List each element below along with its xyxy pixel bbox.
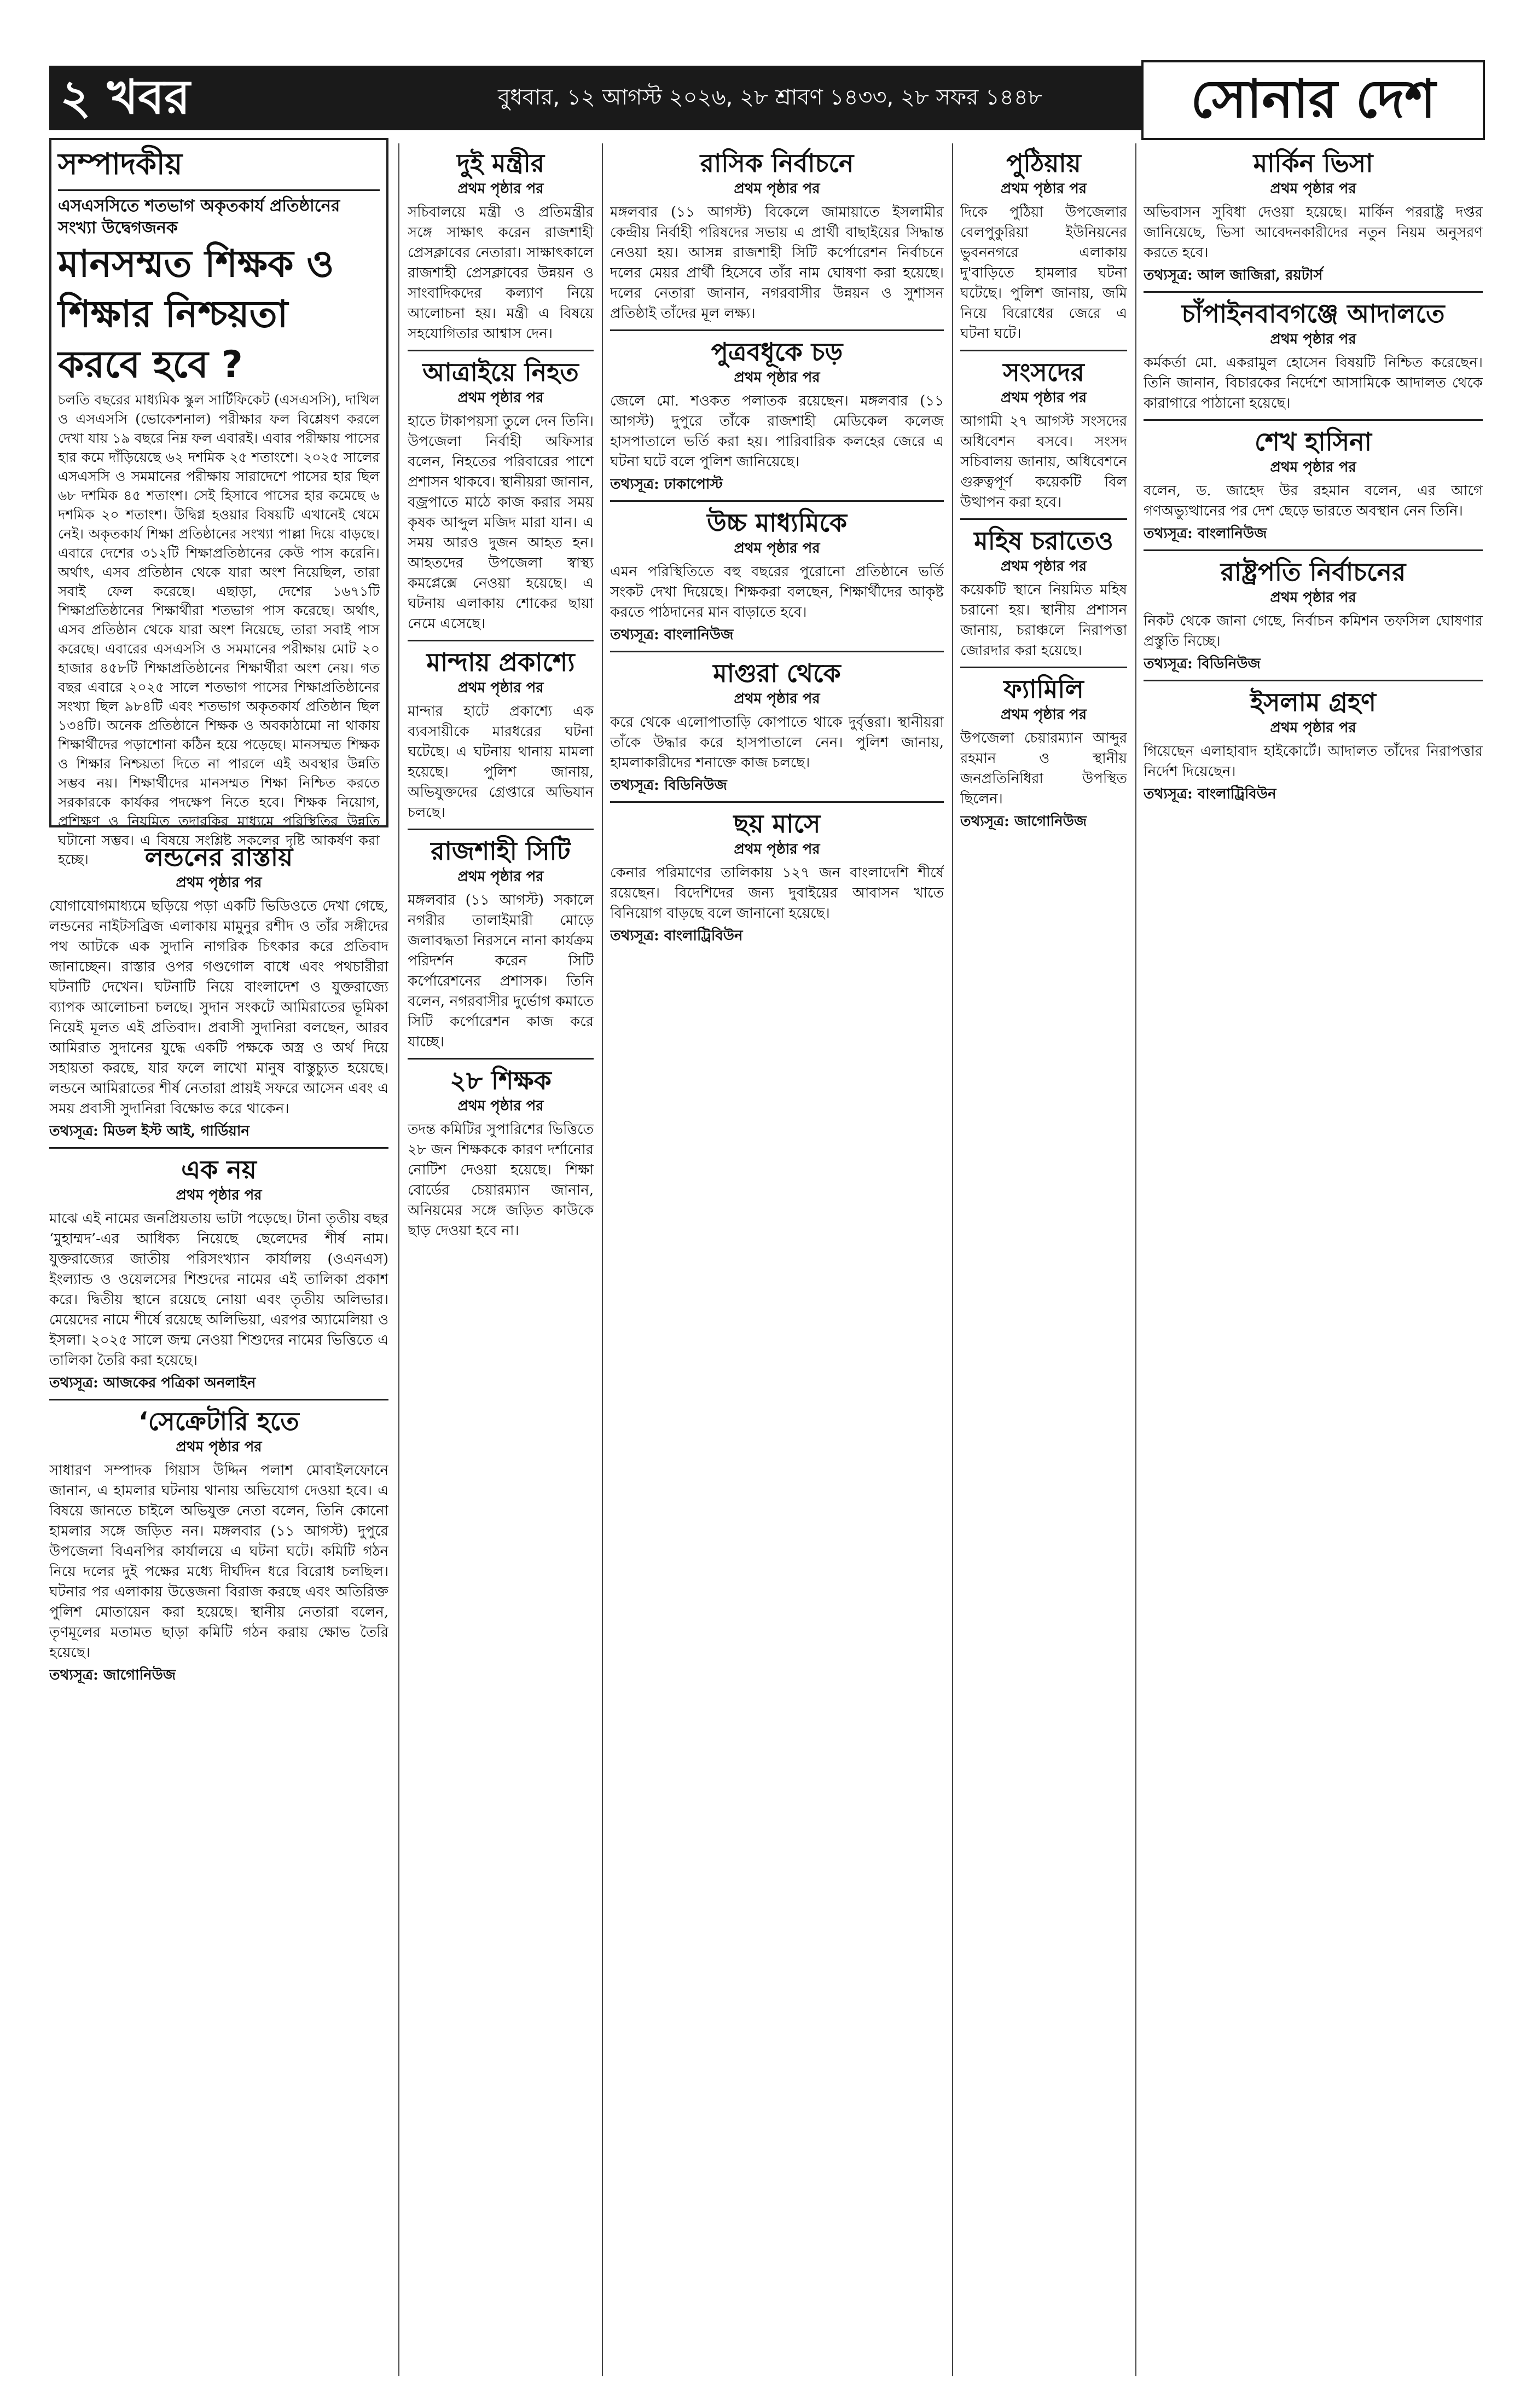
article [408,835,594,1052]
editorial-lead: এসএসসিতে শতভাগ অকৃতকার্য প্রতিষ্ঠানের সংখ্যা উদ্বেগজনক [58,196,340,238]
article-body: মঙ্গলবার (১১ আগস্ট) বিকেলে জামায়াতে ইসলামীর কেন্দ্রীয় নির্বাহী পরিষদের সভায় এ প্রার্থী বাছাইয়ের সিদ্ধান্ত নেওয়া হয়। আসন্ন রাজশাহী সিটি কর্পোরেশন নির্বাচনে দলের মেয়র প্রার্থী হিসেবে তাঁর নাম ঘোষণা করা হয়েছে। দলের নেতারা জানান, নগরবাসীর উন্নয়ন ও সুশাসন প্রতিষ্ঠাই তাঁদের মূল লক্ষ্য। [610,204,944,322]
article-title: ‘সেক্রেটারি হতে [138,1406,299,1436]
continued-label: প্রথম পৃষ্ঠার পর [734,181,820,197]
article-title: উচ্চ মাধ্যমিকে [706,508,848,537]
divider [408,640,594,641]
article-title: শেখ হাসিনা [1255,427,1372,456]
article-source: তথ্যসূত্র: বিডিনিউজ [610,777,727,794]
article-title: ছয় মাসে [733,809,821,838]
article-body: উপজেলা চেয়ারম্যান আব্দুর রহমান ও স্থানীয় জনপ্রতিনিধিরা উপস্থিত ছিলেন। [960,730,1127,807]
page-label: ২ খবর [60,70,190,125]
article-body: সচিবালয়ে মন্ত্রী ও প্রতিমন্ত্রীর সঙ্গে সাক্ষাৎ করেন রাজশাহী প্রেসক্লাবের নেতারা। সাক্ষাৎকালে রাজশাহী প্রেসক্লাবের উন্নয়ন ও সাংবাদিকদের কল্যাণ নিয়ে আলোচনা হয়। মন্ত্রী এ বিষয়ে সহযোগিতার আশ্বাস দেন। [408,204,594,342]
article-body: বলেন, ড. জাহেদ উর রহমান বলেন, এর আগে গণঅভ্যুত্থানের পর দেশ ছেড়ে ভারতে অবস্থান নেন তিনি। [1144,483,1483,519]
article [408,356,594,634]
article-body: হাতে টাকাপয়সা তুলে দেন তিনি। উপজেলা নির্বাহী অফিসার বলেন, নিহতের পরিবারের পাশে প্রশাসন থাকবে। স্থানীয়রা জানান, বজ্রপাতে মাঠে কাজ করার সময় কৃষক আব্দুল মজিদ মারা যান। এ সময় আরও দুজন আহত হন। আহতদের উপজেলা স্বাস্থ্য কমপ্লেক্সে নেওয়া হয়েছে। এ ঘটনায় এলাকায় শোকের ছায়া নেমে এসেছে। [408,413,594,632]
divider [610,329,944,331]
article-title: ইসলাম গ্রহণ [1250,687,1376,717]
page-header [49,66,1483,130]
continued-label: প্রথম পৃষ্ঠার পর [734,691,820,707]
article-source: তথ্যসূত্র: জাগোনিউজ [960,813,1087,830]
divider [1144,419,1483,421]
article-title: ফ্যামিলি [1003,674,1084,704]
column-separator [952,143,953,2376]
divider [58,189,380,191]
article [408,1064,594,1241]
article [610,506,944,645]
article-title: মান্দায় প্রকাশ্যে [426,647,575,677]
article [1144,686,1483,804]
article-body: দিকে পুঠিয়া উপজেলার বেলপুকুরিয়া ইউনিয়নের ভুবননগরে এলাকায় দু'বাড়িতে হামলার ঘটনা ঘটেছে। পুলিশ জানায়, জমি নিয়ে বিরোধের জেরে এ ঘটনা ঘটে। [960,204,1127,342]
divider [610,801,944,803]
article [610,807,944,946]
column-4 [960,143,1127,2376]
editorial-headline: মানসম্মত শিক্ষক ও শিক্ষার নিশ্চয়তা করবে হবে ? [58,242,334,386]
continued-label: প্রথম পৃষ্ঠার পর [1000,181,1087,197]
divider [408,1058,594,1060]
column-separator [398,143,399,2376]
divider [1144,549,1483,551]
continued-label: প্রথম পৃষ্ঠার পর [1000,707,1087,723]
continued-label: প্রথম পৃষ্ঠার পর [457,869,544,885]
continued-label: প্রথম পৃষ্ঠার পর [1270,331,1356,348]
article-body: কর্মকর্তা মো. একরামুল হোসেন বিষয়টি নিশ্চিত করেছেন। তিনি জানান, বিচারকের নির্দেশে আসামিকে আদালত থেকে কারাগারে পাঠানো হয়েছে। [1144,355,1483,412]
continued-label: প্রথম পৃষ্ঠার পর [176,1439,262,1455]
divider [1144,291,1483,293]
article-body: গিয়েছেন এলাহাবাদ হাইকোর্টে। আদালত তাঁদের নিরাপত্তার নির্দেশ দিয়েছেন। [1144,743,1483,780]
article [408,646,594,823]
article [408,147,594,344]
continued-label: প্রথম পৃষ্ঠার পর [1000,558,1087,575]
article-source: তথ্যসূত্র: বাংলাট্রিবিউন [1144,786,1276,802]
article-body: অভিবাসন সুবিধা দেওয়া হয়েছে। মার্কিন পররাষ্ট্র দপ্তর জানিয়েছে, ভিসা আবেদনকারীদের নতুন নিয়ম অনুসরণ করতে হবে। [1144,204,1483,261]
article-title: চাঁপাইনবাবগঞ্জে আদালতে [1181,299,1445,328]
article-body: করে থেকে এলোপাতাড়ি কোপাতে থাকে দুর্বৃত্তরা। স্থানীয়রা তাঁকে উদ্ধার করে হাসপাতালে নেন। পুলিশ জানায়, হামলাকারীদের শনাক্তে কাজ চলছে। [610,714,944,771]
article-title: রাজশাহী সিটি [431,836,571,866]
article-source: তথ্যসূত্র: মিডল ইস্ট আই, গার্ডিয়ান [49,1123,249,1139]
editorial-body: চলতি বছরের মাধ্যমিক স্কুল সার্টিফিকেট (এসএসসি), দাখিল ও এসএসসি (ভোকেশনাল) পরীক্ষার ফল বিশ্লেষণ করলে দেখা যায় ১৯ বছরে নিম্ন ফল এবারই। এবার পরীক্ষায় পাসের হার কমে দাঁড়িয়েছে ৬২ দশমিক ২৫ শতাংশে। ২০২৫ সালের এসএসসি ও সমমানের পরীক্ষায় সারাদেশে পাসের হার ছিল ৬৮ দশমিক ৪৫ শতাংশ। সেই হিসাবে পাসের হার কমেছে ৬ দশমিক ২০ শতাংশ। উদ্বিগ্ন হওয়ার বিষয়টি এখানেই থেমে নেই। অকৃতকার্য শিক্ষা প্রতিষ্ঠানের সংখ্যা পাল্লা দিয়ে বাড়ছে। এবারে দেশের ৩১২টি শিক্ষাপ্রতিষ্ঠানের কেউ পাস করেনি। অর্থাৎ, এসব প্রতিষ্ঠান থেকে যারা অংশ নিয়েছিল, তারা সবাই ফেল করেছে। এছাড়া, দেশের ১৬৭১টি শিক্ষাপ্রতিষ্ঠানের শিক্ষার্থীরা শতভাগ পাস করেছে। অর্থাৎ, এসব প্রতিষ্ঠান থেকে যারা অংশ নিয়েছে, তারা সবাই পাস করেছে। এবারের এসএসসি ও সমমানের পরীক্ষায় মোট ২০ হাজার ৪৫৮টি শিক্ষাপ্রতিষ্ঠানের শিক্ষার্থীরা অংশ নেয়। গত বছর এবারে ২০২৫ সালে শতভাগ পাসের শিক্ষাপ্রতিষ্ঠানের সংখ্যা ছিল ৯৮৪টি এবং শতভাগ অকৃতকার্য প্রতিষ্ঠান ছিল ১৩৪টি। অনেক প্রতিষ্ঠানে শিক্ষক ও অবকাঠামো না থাকায় শিক্ষার্থীদের পড়াশোনা কঠিন হয়ে পড়েছে। মানসম্মত শিক্ষক ও শিক্ষার নিশ্চয়তা দিতে না পারলে এই অবস্থার উন্নতি সম্ভব নয়। শিক্ষার্থীদের মানসম্মত শিক্ষা নিশ্চিত করতে সরকারকে কার্যকর পদক্ষেপ নিতে হবে। শিক্ষক নিয়োগ, প্রশিক্ষণ ও নিয়মিত তদারকির মাধ্যমে পরিস্থিতির উন্নতি ঘটানো সম্ভব। এ বিষয়ে সংশ্লিষ্ট সকলের দৃষ্টি আকর্ষণ করা হচ্ছে। [58,392,380,867]
article-source: তথ্যসূত্র: বাংলানিউজ [610,627,734,643]
divider [49,1147,388,1149]
article-source: তথ্যসূত্র: ঢাকাপোস্ট [610,476,723,493]
article-body: সাধারণ সম্পাদক গিয়াস উদ্দিন পলাশ মোবাইলফোনে জানান, এ হামলার ঘটনায় থানায় অভিযোগ দেওয়া হবে। এ বিষয়ে জানতে চাইলে অভিযুক্ত নেতা বলেন, তিনি কোনো হামলার সঙ্গে জড়িত নন। মঙ্গলবার (১১ আগস্ট) দুপুরে উপজেলা বিএনপির কার্যালয়ে এ ঘটনা ঘটে। কমিটি গঠন নিয়ে দলের দুই পক্ষের মধ্যে দীর্ঘদিন ধরে বিরোধ চলছিল। ঘটনার পর এলাকায় উত্তেজনা বিরাজ করছে এবং অতিরিক্ত পুলিশ মোতায়েন করা হয়েছে। স্থানীয় নেতারা বলেন, তৃণমূলের মতামত ছাড়া কমিটি গঠন করায় ক্ষোভ তৈরি হয়েছে। [49,1462,388,1661]
continued-label: প্রথম পৃষ্ঠার পর [176,875,262,891]
article-source: তথ্যসূত্র: আল জাজিরা, রয়টার্স [1144,267,1323,283]
article-source: তথ্যসূত্র: বিডিনিউজ [1144,656,1261,672]
continued-label: প্রথম পৃষ্ঠার পর [457,680,544,696]
article [49,1405,388,1686]
article [1144,147,1483,286]
article-title: মহিষ চরাতেও [974,526,1113,555]
divider [610,500,944,502]
divider [960,518,1127,520]
article [960,147,1127,344]
divider [960,350,1127,351]
article-title: দুই মন্ত্রীর [456,148,545,178]
continued-label: প্রথম পৃষ্ঠার পর [457,181,544,197]
article-source: তথ্যসূত্র: আজকের পত্রিকা অনলাইন [49,1375,256,1391]
article-source: তথ্যসূত্র: বাংলাট্রিবিউন [610,928,743,944]
article-title: ২৮ শিক্ষক [450,1066,552,1095]
article [610,657,944,796]
continued-label: প্রথম পৃষ্ঠার পর [734,369,820,386]
continued-label: প্রথম পৃষ্ঠার পর [1270,181,1356,197]
article [49,1153,388,1393]
article-source: তথ্যসূত্র: জাগোনিউজ [49,1667,176,1683]
article-title: আত্রাইয়ে নিহত [422,357,579,387]
article-body: এমন পরিস্থিতিতে বহু বছরের পুরোনো প্রতিষ্ঠানে ভর্তি সংকট দেখা দিয়েছে। শিক্ষকরা বলছেন, শিক্ষার্থীদের আকৃষ্ট করতে পাঠদানের মান বাড়াতে হবে। [610,564,944,621]
article [610,335,944,495]
column-separator [602,143,603,2376]
continued-label: প্রথম পৃষ্ঠার পর [734,841,820,858]
continued-label: প্রথম পৃষ্ঠার পর [457,390,544,406]
article-body: মান্দার হাটে প্রকাশ্যে এক ব্যবসায়ীকে মারধরের ঘটনা ঘটেছে। এ ঘটনায় থানায় মামলা হয়েছে। পুলিশ জানায়, অভিযুক্তদের গ্রেপ্তারে অভিযান চলছে। [408,703,594,821]
article-title: সংসদের [1003,357,1084,387]
masthead-logo: সোনার দেশ [1141,60,1485,140]
article-title: মাগুরা থেকে [713,658,841,688]
divider [49,1399,388,1400]
article [960,524,1127,661]
article-body: কেনার পরিমাণের তালিকায় ১২৭ জন বাংলাদেশি শীর্ষে রয়েছেন। বিদেশিদের জন্য দুবাইয়ের আবাসন খাতে বিনিয়োগ বাড়ছে বলে জানানো হয়েছে। [610,865,944,922]
article-body: তদন্ত কমিটির সুপারিশের ভিত্তিতে ২৮ জন শিক্ষককে কারণ দর্শানোর নোটিশ দেওয়া হয়েছে। শিক্ষা বোর্ডের চেয়ারম্যান জানান, অনিয়মের সঙ্গে জড়িত কাউকে ছাড় দেওয়া হবে না। [408,1121,594,1239]
column-3 [610,143,944,2376]
divider [1144,680,1483,681]
article [960,673,1127,832]
column-separator [1135,143,1136,2376]
continued-label: প্রথম পৃষ্ঠার পর [176,1187,262,1203]
article-title: পুত্রবধূকে চড় [711,337,843,367]
article [49,841,388,1142]
date-line: বুধবার, ১২ আগস্ট ২০২৬, ২৮ শ্রাবণ ১৪৩৩, ২৮ সফর ১৪৪৮ [498,85,1042,110]
column-1 [49,837,388,2370]
article-body: মাঝে এই নামের জনপ্রিয়তায় ভাটা পড়েছে। টানা তৃতীয় বছর ‘মুহাম্মদ’-এর আধিক্য নিয়েছে ছেলেদের শীর্ষ নাম। যুক্তরাজ্যের জাতীয় পরিসংখ্যান কার্যালয় (ওএনএস) ইংল্যান্ড ও ওয়েলসের শিশুদের নামের এই তালিকা প্রকাশ করে। দ্বিতীয় স্থানে রয়েছে নোয়া এবং তৃতীয় অলিভার। মেয়েদের নামে শীর্ষে রয়েছে অলিভিয়া, এরপর অ্যামেলিয়া ও ইসলা। ২০২৫ সালে জন্ম নেওয়া শিশুদের নামের ভিত্তিতে এ তালিকা তৈরি করা হয়েছে। [49,1211,388,1369]
column-2 [408,143,594,2376]
article [960,356,1127,513]
article-title: পুঠিয়ায় [1006,148,1081,178]
divider [408,829,594,830]
continued-label: প্রথম পৃষ্ঠার পর [734,540,820,557]
divider [960,667,1127,668]
article-title: রাষ্ট্রপতি নির্বাচনের [1220,557,1406,587]
article-title: লন্ডনের রাস্তায় [144,842,293,872]
divider [610,651,944,652]
continued-label: প্রথম পৃষ্ঠার পর [1270,459,1356,476]
continued-label: প্রথম পৃষ্ঠার পর [457,1098,544,1114]
article-title: এক নয় [181,1155,257,1184]
article [610,147,944,324]
article-body: নিকট থেকে জানা গেছে, নির্বাচন কমিশন তফসিল ঘোষণার প্রস্তুতি নিচ্ছে। [1144,613,1483,650]
article-title: রাসিক নির্বাচনে [700,148,854,178]
article [1144,297,1483,414]
article-source: তথ্যসূত্র: বাংলানিউজ [1144,525,1267,542]
article-title: মার্কিন ভিসা [1253,148,1373,178]
article [1144,555,1483,674]
article-body: কয়েকটি স্থানে নিয়মিত মহিষ চরানো হয়। স্থানীয় প্রশাসন জানায়, চরাঞ্চলে নিরাপত্তা জোরদার করা হয়েছে। [960,582,1127,659]
article-body: আগামী ২৭ আগস্ট সংসদের অধিবেশন বসবে। সংসদ সচিবালয় জানায়, অধিবেশনে গুরুত্বপূর্ণ কয়েকটি বিল উত্থাপন করা হবে। [960,413,1127,511]
divider [408,350,594,351]
continued-label: প্রথম পৃষ্ঠার পর [1270,720,1356,736]
article-body: যোগাযোগমাধ্যমে ছড়িয়ে পড়া একটি ভিডিওতে দেখা গেছে, লন্ডনের নাইটসব্রিজ এলাকায় মামুনুর রশীদ ও তাঁর সঙ্গীদের পথ আটকে এক সুদানি নাগরিক চিৎকার করে প্রতিবাদ জানাচ্ছেন। রাস্তার ওপর গণ্ডগোল বাধে এবং পথচারীরা ঘটনাটি দেখেন। ঘটনাটি নিয়ে বাংলাদেশ ও যুক্তরাজ্যে ব্যাপক আলোচনা চলছে। সুদান সংকটে আমিরাতের ভূমিকা নিয়েই মূলত এই প্রতিবাদ। প্রবাসী সুদানিরা বলছেন, আরব আমিরাত সুদানের যুদ্ধে একটি পক্ষকে অস্ত্র ও অর্থ দিয়ে সহায়তা করছে, যার ফলে লাখো মানুষ বাস্তুচ্যুত হয়েছে। লন্ডনে আমিরাতের শীর্ষ নেতারা প্রায়ই সফরে আসেন এবং এ সময় প্রবাসী সুদানিরা বিক্ষোভ করে থাকেন। [49,898,388,1117]
article-body: জেলে মো. শওকত পলাতক রয়েছেন। মঙ্গলবার (১১ আগস্ট) দুপুরে তাঁকে রাজশাহী মেডিকেল কলেজ হাসপাতালে ভর্তি করা হয়। পারিবারিক কলহের জেরে এ ঘটনা ঘটে বলে পুলিশ জানিয়েছে। [610,393,944,470]
column-5 [1144,143,1483,2376]
continued-label: প্রথম পৃষ্ঠার পর [1000,390,1087,406]
continued-label: প্রথম পৃষ্ঠার পর [1270,589,1356,606]
editorial-label: সম্পাদকীয় [58,147,183,181]
article [1144,425,1483,544]
article-body: মঙ্গলবার (১১ আগস্ট) সকালে নগরীর তালাইমারী মোড়ে জলাবদ্ধতা নিরসনে নানা কার্যক্রম পরিদর্শন করেন সিটি কর্পোরেশনের প্রশাসক। তিনি বলেন, নগরবাসীর দুর্ভোগ কমাতে সিটি কর্পোরেশন কাজ করে যাচ্ছে। [408,892,594,1050]
